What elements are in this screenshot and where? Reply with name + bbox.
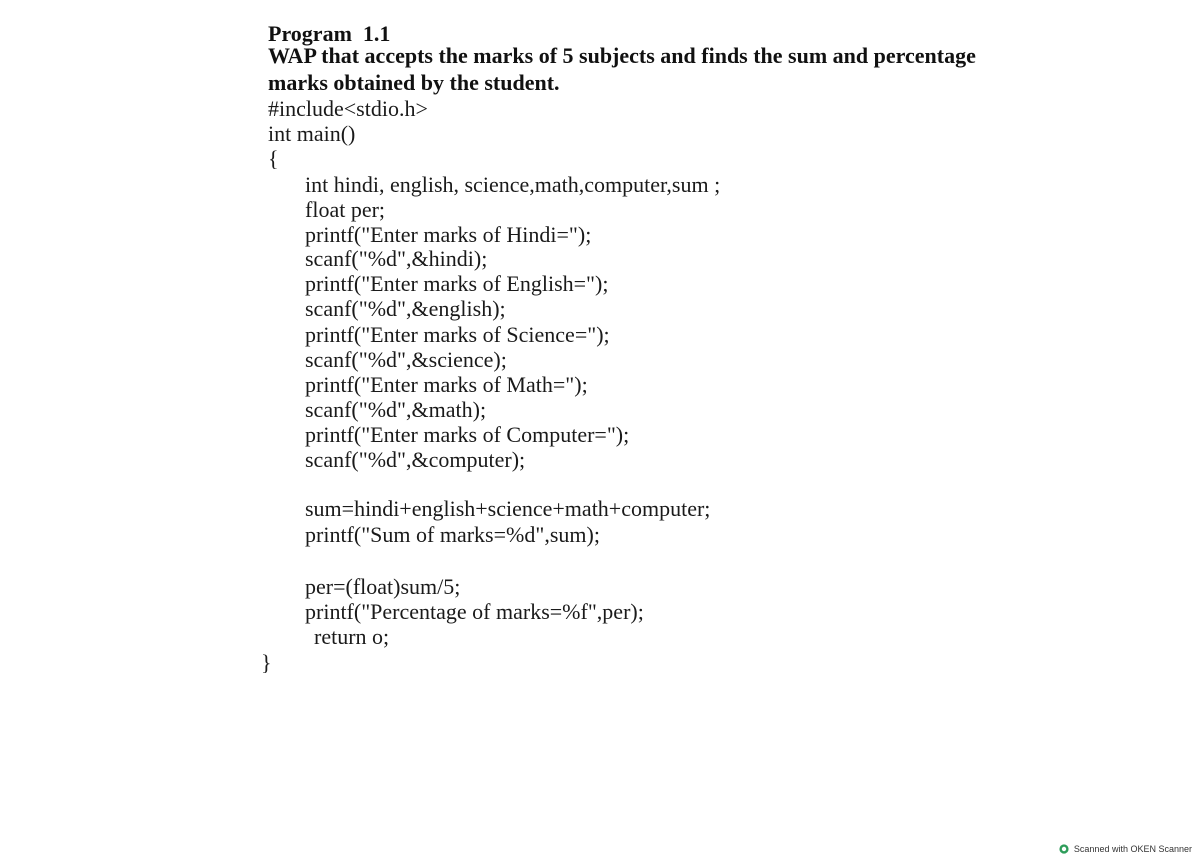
watermark-text: Scanned with OKEN Scanner — [1073, 844, 1192, 854]
code-return-line: return o; — [314, 624, 390, 649]
code-line: sum=hindi+english+science+math+computer; — [305, 496, 711, 521]
program-title: Program 1.1 — [268, 21, 391, 46]
code-line: scanf("%d",&hindi); — [305, 246, 488, 271]
question-line-1: WAP that accepts the marks of 5 subjects and finds the sum and percentage — [268, 43, 976, 68]
code-close-brace: } — [261, 650, 272, 675]
code-line: scanf("%d",&math); — [305, 397, 487, 422]
code-line: scanf("%d",&science); — [305, 347, 507, 372]
code-line: scanf("%d",&english); — [305, 296, 506, 321]
code-line: printf("Enter marks of English="); — [305, 271, 609, 296]
code-line: float per; — [305, 197, 386, 222]
code-line: printf("Enter marks of Hindi="); — [305, 222, 592, 247]
code-line: printf("Percentage of marks=%f",per); — [305, 599, 644, 624]
code-line: printf("Enter marks of Computer="); — [305, 422, 630, 447]
code-line: int hindi, english, science,math,computer,sum ; — [305, 172, 721, 197]
code-line: scanf("%d",&computer); — [305, 447, 526, 472]
scanner-watermark — [1059, 844, 1192, 854]
question-line-2: marks obtained by the student. — [268, 70, 560, 95]
code-main-declaration: int main() — [268, 121, 356, 146]
code-include-line: #include<stdio.h> — [268, 96, 428, 121]
code-open-brace: { — [268, 146, 279, 171]
code-line: printf("Enter marks of Science="); — [305, 322, 610, 347]
oken-scanner-logo-icon — [1059, 844, 1069, 854]
code-line: printf("Enter marks of Math="); — [305, 372, 588, 397]
code-line: per=(float)sum/5; — [305, 574, 461, 599]
code-line: printf("Sum of marks=%d",sum); — [305, 522, 600, 547]
